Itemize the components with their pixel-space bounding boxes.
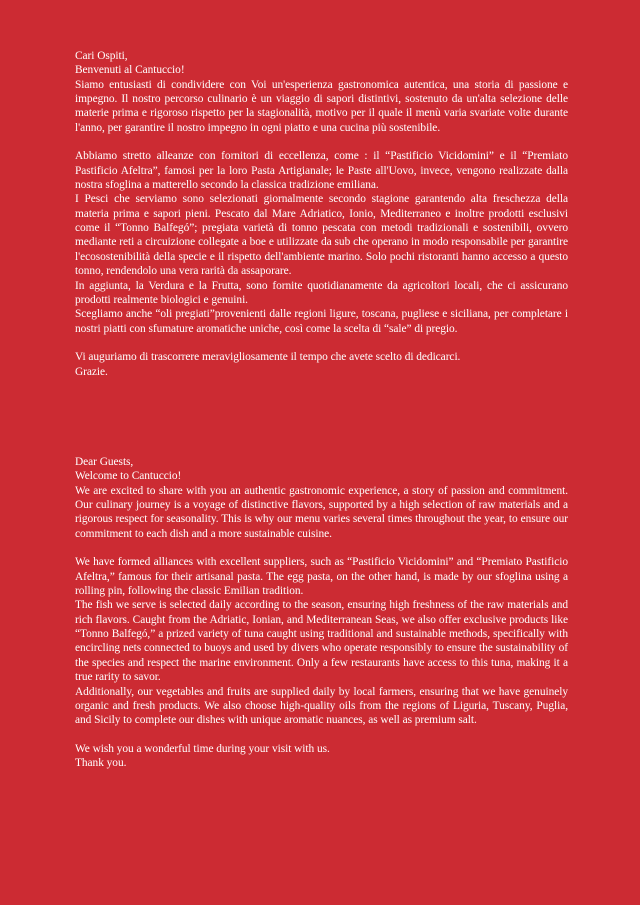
italian-suppliers-paragraph: Abbiamo stretto alleanze con fornitori di eccellenza, come : il “Pastificio Vicidomini” e il “Premiato Pastificio Afeltra”, famosi per la loro Pasta Artigianale; le Paste all'Uovo, invece, vengono realizzate dalla nostra sfoglina a matterello secondo la classica tradizione emiliana. xyxy=(75,150,568,192)
italian-closing: Vi auguriamo di trascorrere meravigliosamente il tempo che avete scelto di dedicarci. xyxy=(75,351,461,364)
english-suppliers-paragraph: We have formed alliances with excellent suppliers, such as “Pastificio Vicidomini” and “Premiato Pastificio Afeltra,” famous for their artisanal pasta. The egg pasta, on the other hand, is made by our sfoglina using a rolling pin, following the classic Emilian tradition. xyxy=(75,556,568,598)
english-welcome: Welcome to Cantuccio! xyxy=(75,470,182,483)
italian-salutation: Cari Ospiti, xyxy=(75,50,128,62)
paragraph-spacer xyxy=(75,336,568,350)
italian-fish-paragraph: I Pesci che serviamo sono selezionati giornalmente secondo stagione garantendo alta freschezza della materia prima e sapori pieni. Pescato dal Mare Adriatico, Ionio, Mediterraneo e inoltre prodotti esclusivi come il “Tonno Balfegó”; pregiata varietà di tonno pescata con metodi tradizionali e sostenibili, ovvero mediante reti a circuizione collegate a boe e utilizzate da sub che operano in modo responsabile per garantire l'ecosostenibilità della specie e il rispetto dell'ambiente marino. Solo pochi ristoranti hanno accesso a questo tonno, rendendolo una vera rarità da assaporare. xyxy=(75,193,568,278)
english-fish-paragraph: The fish we serve is selected daily according to the season, ensuring high freshness of the raw materials and rich flavors. Caught from the Adriatic, Ionian, and Mediterranean Seas, we also offer exclusive products like “Tonno Balfegó,” a prized variety of tuna caught using traditional and sustainable methods, specifically with encircling nets connected to buoys and used by divers who operate responsibly to ensure the sustainability of the species and respect the marine environment. Only a few restaurants have access to this tuna, making it a true rarity to savor. xyxy=(75,599,568,684)
english-closing: We wish you a wonderful time during your visit with us. xyxy=(75,742,330,755)
english-produce-oils-paragraph: Additionally, our vegetables and fruits are supplied daily by local farmers, ensuring that we have genuinely organic and fresh products. We also choose high-quality oils from the regions of Liguria, Tuscany, Puglia, and Sicily to complete our dishes with unique aromatic nuances, as well as premium salt. xyxy=(75,685,568,727)
paragraph-spacer xyxy=(75,135,568,149)
paragraph-spacer xyxy=(75,728,568,742)
english-salutation: Dear Guests, xyxy=(75,456,134,468)
italian-intro-paragraph: Siamo entusiasti di condividere con Voi un'esperienza gastronomica autentica, una storia di passione e impegno. Il nostro percorso culinario è un viaggio di sapori distintivi, sostenuto da un'alta selezione delle materie prima e rigoroso rispetto per la stagionalità, motivo per il quale il menù varia svariate volte durante l'anno, per garantire il nostro impegno in ogni piatto e una cucina più sostenibile. xyxy=(75,78,568,134)
italian-welcome-letter xyxy=(75,49,568,379)
paragraph-spacer xyxy=(75,541,568,555)
english-intro-paragraph: We are excited to share with you an authentic gastronomic experience, a story of passion and commitment. Our culinary journey is a voyage of distinctive flavors, supported by a high selection of raw materials and a rigorous respect for seasonality. This is why our menu varies several times throughout the year, to ensure our commitment to each dish and a more sustainable cuisine. xyxy=(75,484,568,540)
italian-produce-paragraph: In aggiunta, la Verdura e la Frutta, sono fornite quotidianamente da agricoltori locali, che ci assicurano prodotti realmente biologici e genuini. xyxy=(75,279,568,306)
italian-welcome: Benvenuti al Cantuccio! xyxy=(75,64,185,77)
english-thanks: Thank you. xyxy=(75,757,127,770)
english-welcome-letter xyxy=(75,455,568,771)
italian-thanks: Grazie. xyxy=(75,365,108,378)
italian-oils-paragraph: Scegliamo anche “oli pregiati”provenienti dalle regioni ligure, toscana, pugliese e siciliana, per completare i nostri piatti con sfumature aromatiche uniche, così come la scelta di “sale” di pregio. xyxy=(75,308,568,335)
